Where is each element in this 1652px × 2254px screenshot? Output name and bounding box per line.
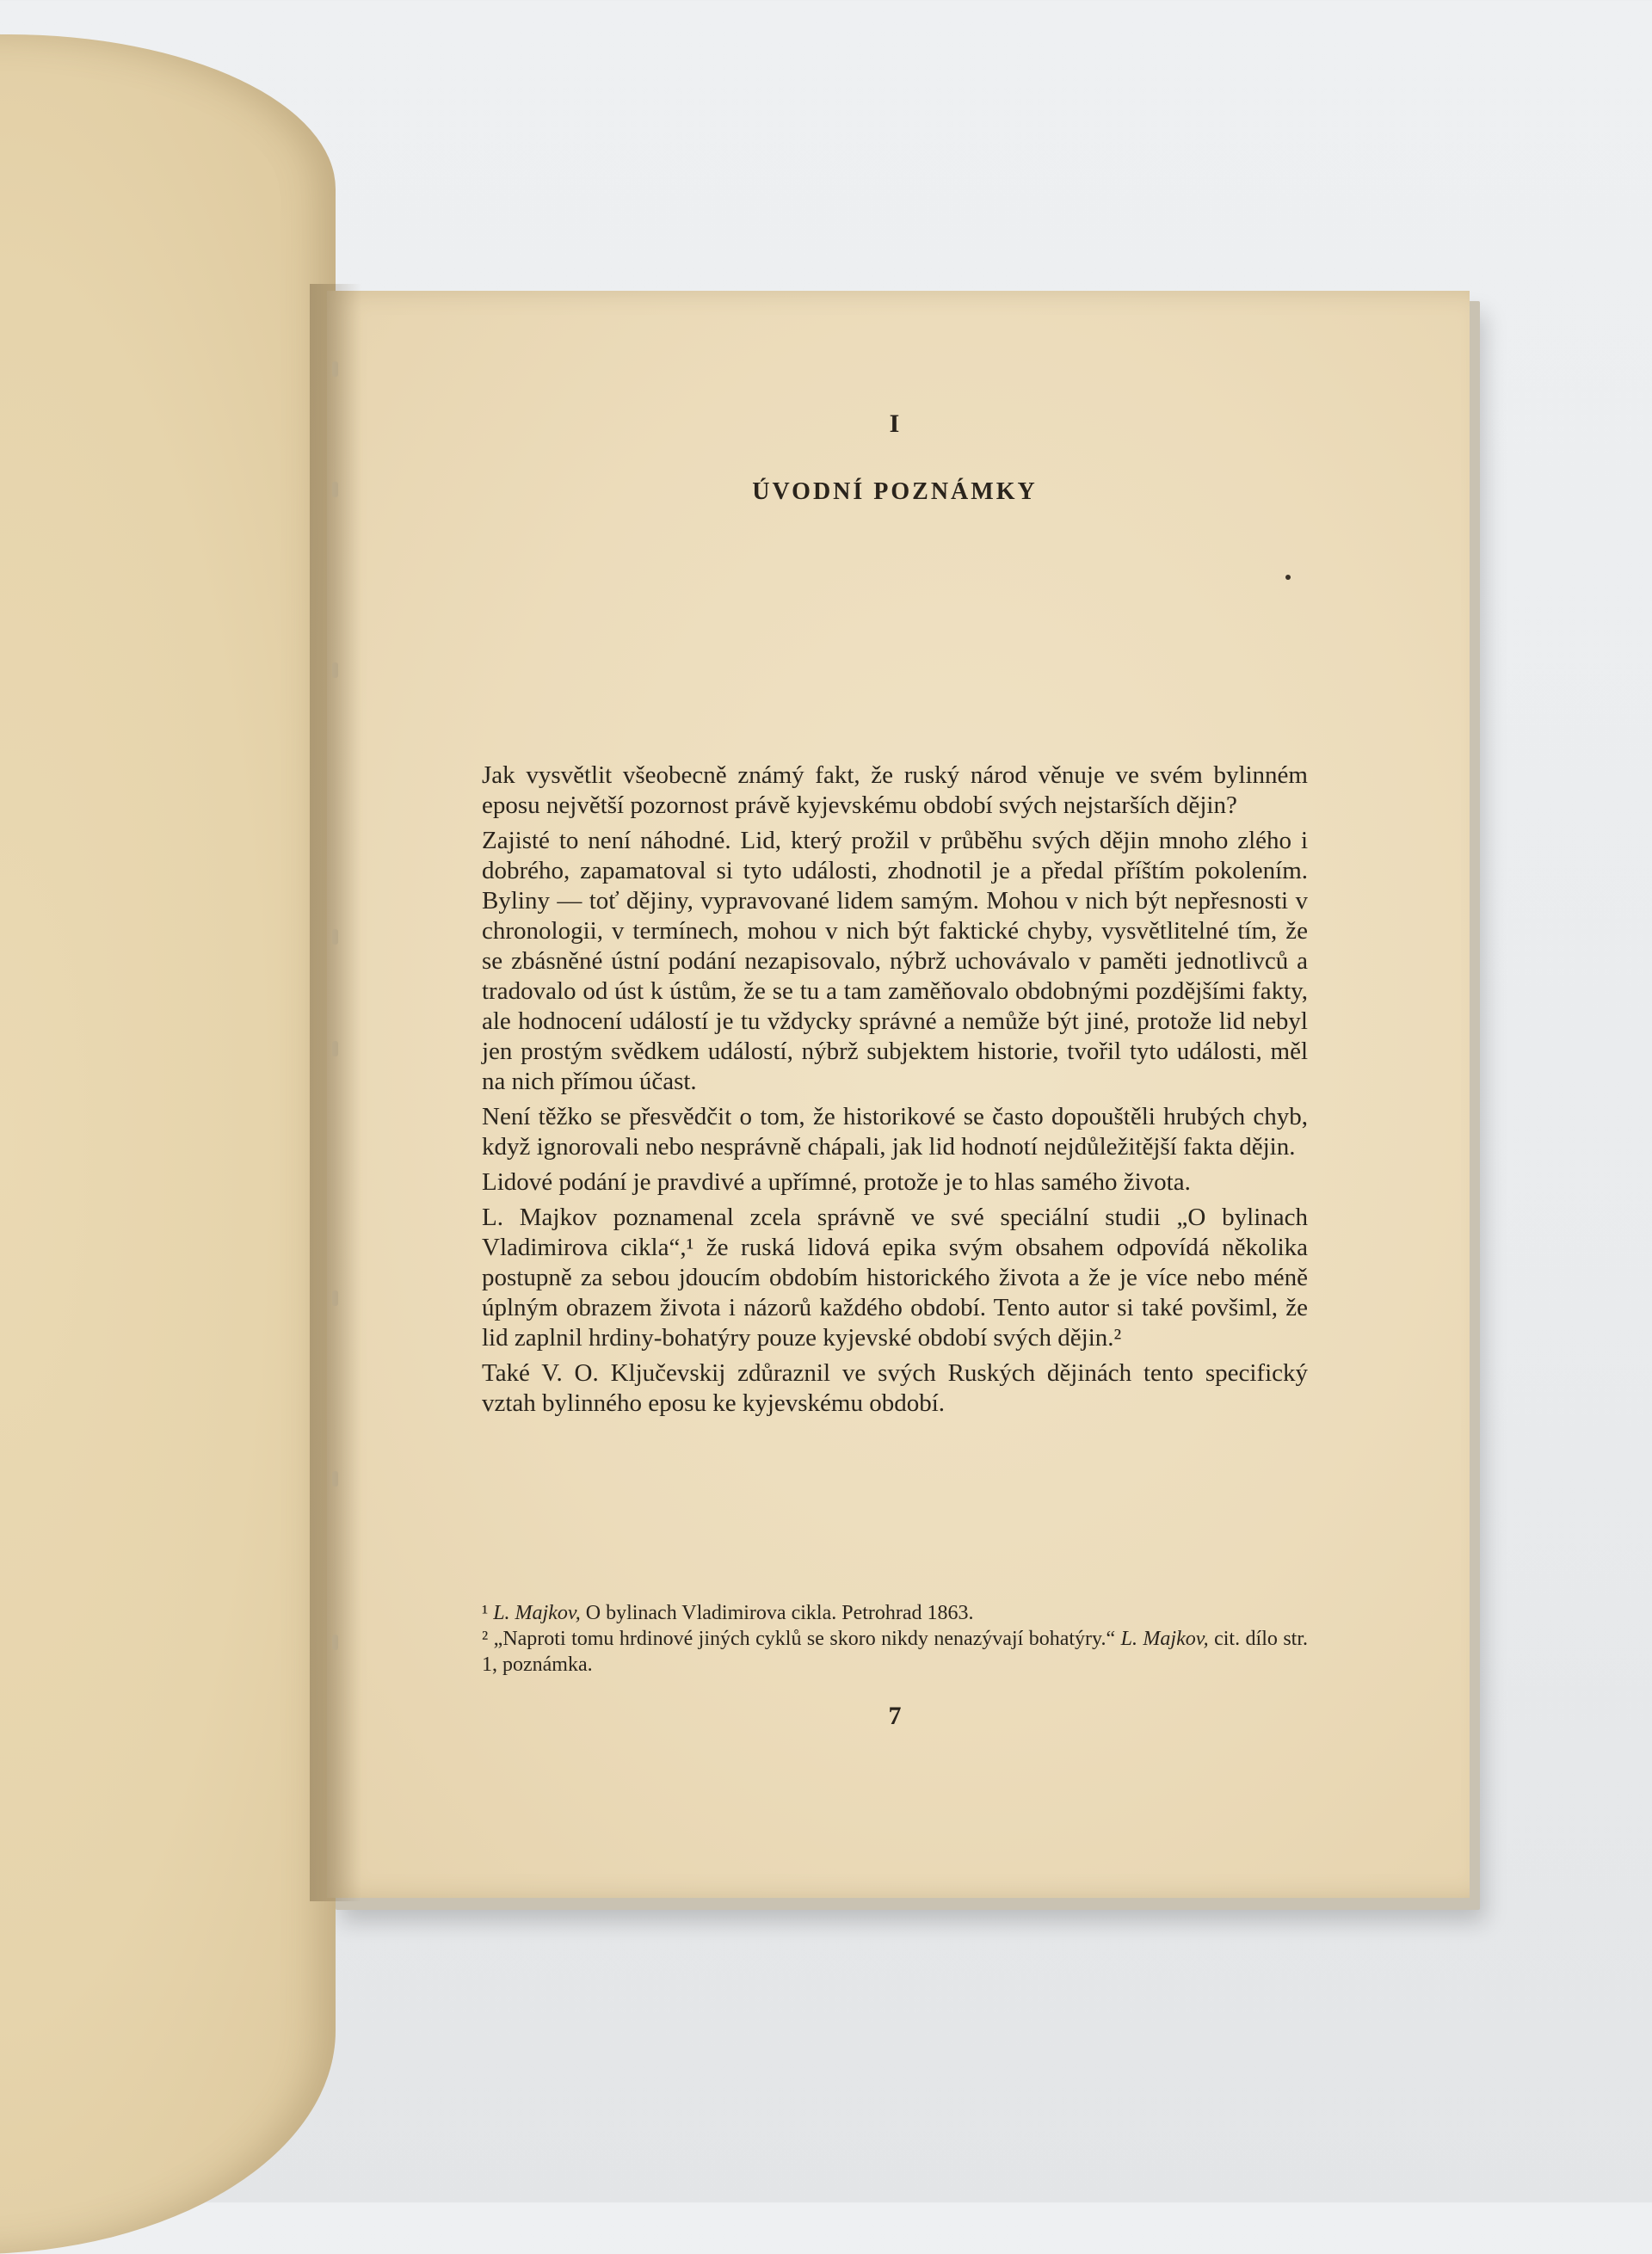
chapter-number: I — [889, 410, 901, 438]
footnote-text: „Naproti tomu hrdinové jiných cyklů se skoro nikdy nenazývají bohatýry.“ — [488, 1628, 1121, 1650]
footnote-text: cit. dílo str. 1, poznámka. — [482, 1628, 1309, 1676]
paragraph: Zajisté to není náhodné. Lid, který prožil v průběhu svých dějin mnoho zlého i dobrého, zapamatoval si tyto události, zhodnotil je a předal příštím pokolením. Byliny — toť dějiny, vypravované lidem samým. Mohou v nich být nepřesnosti v chronologii, v termínech, mohou v nich být faktické chyby, vysvětlitelné tím, že se zbásněné ústní podání nezapisovalo, nýbrž uchovávalo v paměti jednotlivců a tradovalo od úst k ústům, že se tu a tam zaměňovalo obdobnými pozdějšími fakty, ale hodnocení událostí je tu vždycky správné a nemůže být jiné, protože lid nebyl jen prostým svědkem událostí, nýbrž subjektem historie, tvořil tyto události, měl na nich přímou účast. — [482, 827, 1308, 1095]
page-text-area — [482, 291, 1308, 1898]
binding-stitch — [332, 482, 338, 497]
left-page-curve — [0, 34, 336, 2254]
binding-stitch — [332, 929, 338, 945]
page-number: 7 — [888, 1702, 902, 1730]
binding-stitch — [332, 662, 338, 678]
footnote — [482, 1600, 1308, 1626]
footnote-mark: ² — [482, 1628, 489, 1650]
body-text — [482, 761, 1308, 1419]
footnotes — [482, 1600, 1308, 1678]
paragraph: L. Majkov poznamenal zcela správně ve své speciální studii „O bylinach Vladimirova cikla“,¹ že ruská lidová epika svým obsahem odpovídá několika postupně za sebou jdoucím obdobím historického života a že je více nebo méně úplným obrazem života i názorů každého období. Tento autor si také povšiml, že lid zaplnil hrdiny-bohatýry pouze kyjevské období svých dějin.² — [482, 1204, 1308, 1352]
paragraph: Jak vysvětlit všeobecně známý fakt, že ruský národ věnuje ve svém bylinném eposu největší pozornost právě kyjevskému období svých nejstarších dějin? — [482, 761, 1308, 819]
footnote-mark: ¹ — [482, 1602, 489, 1624]
footnote-author: L. Majkov, — [493, 1602, 581, 1624]
binding-stitch — [332, 1471, 338, 1487]
binding-stitch — [332, 1635, 338, 1650]
paragraph: Lidové podání je pravdivé a upřímné, protože je to hlas samého života. — [482, 1168, 1191, 1196]
book-gutter — [310, 284, 361, 1901]
footnote — [482, 1626, 1308, 1678]
binding-stitch — [332, 1041, 338, 1056]
paragraph: Také V. O. Ključevskij zdůraznil ve svých Ruských dějinách tento specifický vztah bylinného eposu ke kyjevskému období. — [482, 1359, 1308, 1417]
paragraph: Není těžko se přesvědčit o tom, že historikové se často dopouštěli hrubých chyb, když ignorovali nebo nesprávně chápali, jak lid hodnotí nejdůležitější fakta dějin. — [482, 1103, 1308, 1161]
binding-stitch — [332, 1290, 338, 1306]
chapter-title: ÚVODNÍ POZNÁMKY — [752, 478, 1038, 505]
footnote-text: O bylinach Vladimirova cikla. Petrohrad 1863. — [580, 1602, 974, 1624]
footnote-author: L. Majkov, — [1120, 1628, 1209, 1650]
binding-stitch — [332, 361, 338, 377]
